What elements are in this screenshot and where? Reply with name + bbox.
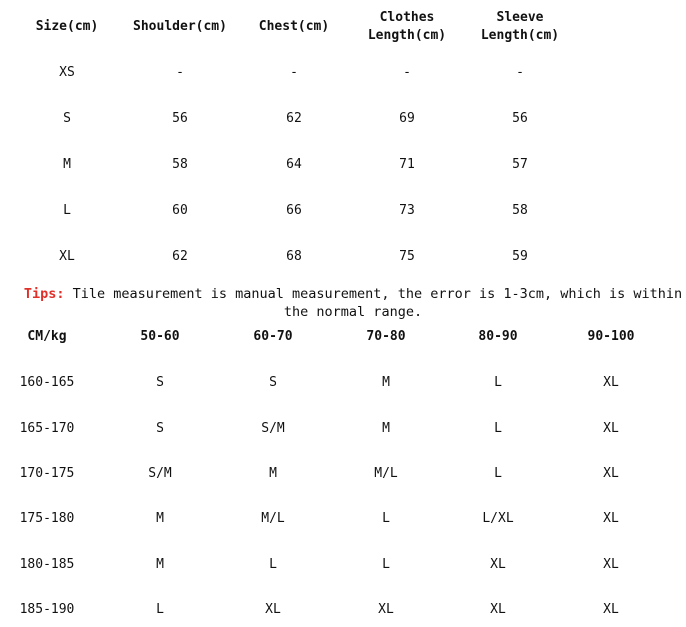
fit-cell: M/L (374, 466, 398, 481)
size-cell: 56 (172, 111, 188, 126)
fit-cell: L (382, 511, 390, 526)
tips-text: Tile measurement is manual measurement, the error is 1-3cm, which is within the normal range. (64, 286, 683, 320)
fit-cell: 180-185 (19, 557, 75, 572)
fit-cell: XL (603, 557, 619, 572)
fit-header-0: CM/kg (27, 329, 67, 344)
size-cell: 75 (399, 249, 415, 264)
tips-label: Tips: (23, 286, 65, 302)
fit-cell: M (382, 375, 390, 390)
fit-cell: XL (603, 421, 619, 436)
size-cell: 60 (172, 203, 188, 218)
fit-header-4: 80-90 (478, 329, 518, 344)
fit-cell: XL (603, 511, 619, 526)
size-cell: M (63, 157, 71, 172)
fit-cell: L (494, 421, 502, 436)
size-cell: 62 (286, 111, 302, 126)
size-header-2: Chest(cm) (258, 19, 330, 34)
fit-header-1: 50-60 (140, 329, 180, 344)
size-header-0: Size(cm) (35, 19, 99, 34)
fit-cell: XL (490, 602, 506, 617)
size-header-1: Shoulder(cm) (133, 19, 227, 34)
size-cell: - (176, 65, 184, 80)
fit-cell: XL (490, 557, 506, 572)
fit-cell: XL (265, 602, 281, 617)
fit-cell: M (269, 466, 277, 481)
fit-cell: XL (603, 602, 619, 617)
size-cell: 58 (512, 203, 528, 218)
fit-cell: L (269, 557, 277, 572)
fit-cell: 160-165 (19, 375, 75, 390)
size-cell: - (403, 65, 411, 80)
fit-header-2: 60-70 (253, 329, 293, 344)
fit-cell: S (156, 375, 164, 390)
size-cell: 66 (286, 203, 302, 218)
size-cell: 73 (399, 203, 415, 218)
size-cell: 62 (172, 249, 188, 264)
size-cell: - (290, 65, 298, 80)
tips-note (20, 285, 686, 321)
fit-cell: M (382, 421, 390, 436)
fit-cell: S (156, 421, 164, 436)
size-cell: 58 (172, 157, 188, 172)
size-cell: - (516, 65, 524, 80)
fit-header-3: 70-80 (366, 329, 406, 344)
size-cell: L (63, 203, 71, 218)
fit-cell: XL (378, 602, 394, 617)
fit-cell: L (494, 375, 502, 390)
fit-cell: 165-170 (19, 421, 75, 436)
fit-header-5: 90-100 (587, 329, 635, 344)
size-cell: 68 (286, 249, 302, 264)
fit-cell: 170-175 (19, 466, 75, 481)
fit-cell: 185-190 (19, 602, 75, 617)
fit-cell: XL (603, 375, 619, 390)
size-cell: 59 (512, 249, 528, 264)
fit-cell: S (269, 375, 277, 390)
size-cell: 71 (399, 157, 415, 172)
fit-cell: S/M (261, 421, 285, 436)
size-header-3: Clothes Length(cm) (367, 10, 447, 43)
size-cell: 57 (512, 157, 528, 172)
fit-cell: L (156, 602, 164, 617)
fit-cell: S/M (148, 466, 172, 481)
fit-cell: L (494, 466, 502, 481)
size-cell: 56 (512, 111, 528, 126)
size-cell: XL (59, 249, 75, 264)
fit-cell: M (156, 511, 164, 526)
size-cell: S (63, 111, 71, 126)
size-cell: 64 (286, 157, 302, 172)
size-cell: 69 (399, 111, 415, 126)
fit-cell: L/XL (482, 511, 514, 526)
fit-cell: L (382, 557, 390, 572)
fit-cell: M (156, 557, 164, 572)
size-header-4: Sleeve Length(cm) (480, 10, 560, 43)
size-cell: XS (59, 65, 75, 80)
fit-cell: M/L (261, 511, 285, 526)
fit-cell: 175-180 (19, 511, 75, 526)
fit-cell: XL (603, 466, 619, 481)
